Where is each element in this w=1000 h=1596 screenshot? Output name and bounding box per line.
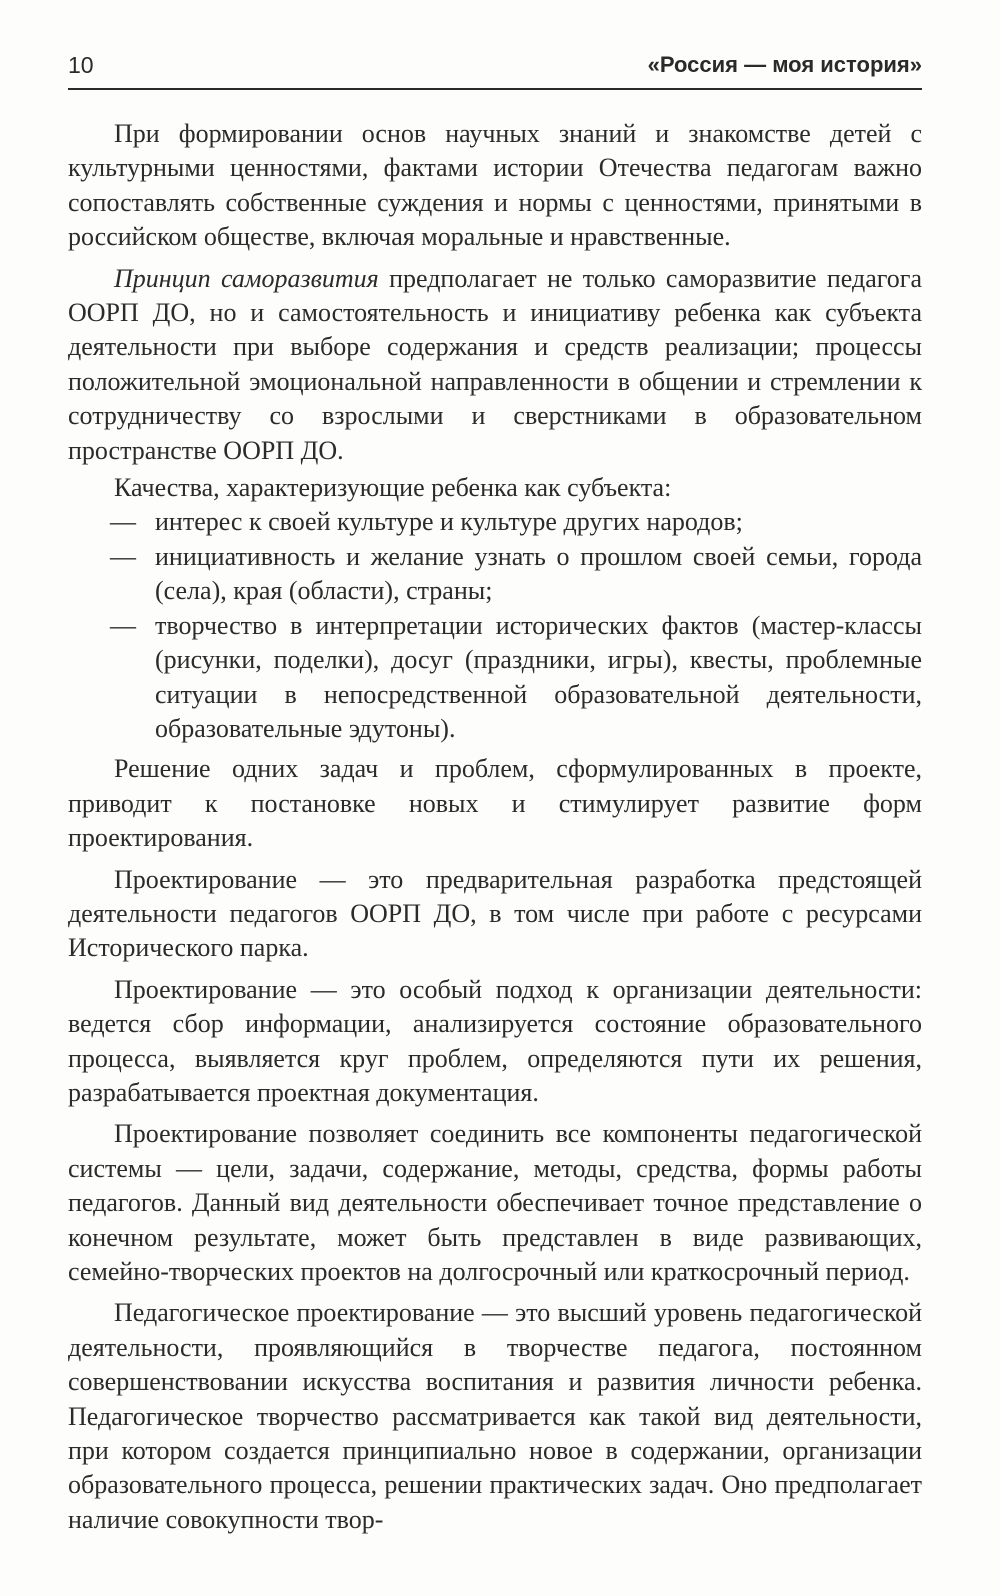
book-title: «Россия — моя история» — [647, 52, 922, 77]
page-number: 10 — [68, 52, 94, 78]
body-text — [68, 117, 922, 1544]
paragraph-design-definition: Проектирование — это предварительная разработка предстоящей деятельности педагогов ООРП ДО, в том числе при работе с ресурсами Исторического парка. — [68, 864, 922, 963]
qualities-list — [68, 505, 922, 746]
paragraph-problem-solving: Решение одних задач и проблем, сформулированных в проекте, приводит к постановке новых и стимулирует развитие форм проектирования. — [68, 754, 922, 853]
list-item-text: творчество в интерпретации исторических фактов (мастер-классы (рисунки, поделки), досуг (праздники, игры), квесты, проблемные ситуации в непосредственной образовательной деятельности, образовательные эдутоны). — [155, 610, 922, 743]
list-dash: — — [110, 541, 136, 571]
paragraph-self-development-text: предполагает не только саморазвитие педагога ООРП ДО, но и самостоятельность и инициативу ребенка как субъекта деятельности при выборе содержания и средств реализации; процессы положительной эмоциональной направленности в общении и стремлении к сотрудничеству со взрослыми и сверстниками в образовательном пространстве ООРП ДО. — [68, 263, 922, 465]
list-dash: — — [110, 507, 136, 537]
list-item-text: интерес к своей культуре и культуре других народов; — [155, 507, 743, 537]
paragraph-design-components: Проектирование позволяет соединить все компоненты педагогической системы — цели, задачи, содержание, методы, средства, формы работы педагогов. Данный вид деятельности обеспечивает точное представление о конечном результате, может быть представлен в виде развивающих, семейно-творческих проектов на долгосрочный или краткосрочный период. — [68, 1119, 922, 1286]
paragraph-self-development-principle — [68, 262, 922, 468]
paragraph-design-approach: Проектирование — это особый подход к организации деятельности: ведется сбор информации, анализируется состояние образовательного процесса, выявляется круг проблем, определяются пути их решения, разрабатывается проектная документация. — [68, 974, 922, 1107]
term-self-development-principle: Принцип саморазвития — [114, 263, 379, 293]
paragraph-cultural-values: При формировании основ научных знаний и знакомстве детей с культурными ценностями, фактами истории Отечества педагогам важно сопоставлять собственные суждения и нормы с ценностями, принятыми в российском обществе, включая моральные и нравственные. — [68, 119, 922, 252]
list-item — [68, 609, 922, 747]
paragraph-pedagogical-design: Педагогическое проектирование — это высший уровень педагогической деятельности, проявляющийся в творчестве педагога, постоянном совершенствовании искусства воспитания и развития личности ребенка. Педагогическое творчество рассматривается как такой вид деятельности, при котором создается принципиально новое в содержании, организации образовательного процесса, решении практических задач. Оно предполагает наличие совокупности твор- — [68, 1298, 922, 1534]
list-item — [68, 540, 922, 609]
list-dash: — — [110, 610, 136, 640]
list-item — [68, 505, 922, 539]
list-item-text: инициативность и желание узнать о прошлом своей семьи, города (села), края (области), страны; — [155, 541, 922, 606]
running-header — [68, 50, 922, 90]
paragraph-qualities-intro: Качества, характеризующие ребенка как субъекта: — [114, 473, 672, 503]
